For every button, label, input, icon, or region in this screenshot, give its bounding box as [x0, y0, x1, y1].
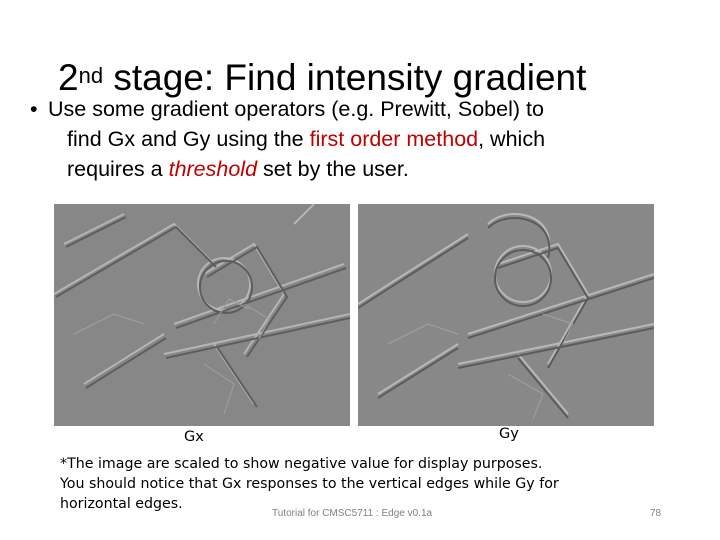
bullet-line-2-tail: , which [478, 127, 546, 151]
highlight-threshold: threshold [168, 157, 258, 181]
title-prefix: 2 [58, 57, 79, 98]
bullet-line-2 [30, 124, 680, 154]
gx-caption: Gx [184, 429, 204, 445]
highlight-first-order-method: first order method [309, 127, 479, 151]
gy-edge-image-graphic [358, 204, 654, 426]
title-superscript: nd [78, 63, 104, 88]
bullet-line-3-tail: set by the user. [257, 157, 409, 181]
bullet-point [30, 94, 680, 184]
display-note [60, 454, 710, 514]
note-line-3: horizontal edges. [60, 496, 183, 512]
slide-footer: Tutorial for CMSC5711 : Edge v0.1a [272, 508, 433, 519]
bullet-line-2-text: find Gx and Gy using the [67, 127, 310, 151]
gy-caption: Gy [499, 426, 519, 442]
gy-edge-image [358, 204, 654, 426]
note-line-1: *The image are scaled to show negative value for display purposes. [60, 456, 543, 472]
bullet-line-3 [30, 154, 680, 184]
bullet-line-3-text: requires a [67, 157, 169, 181]
bullet-dot-icon: • [30, 97, 38, 121]
title-rest: stage: Find intensity gradient [103, 57, 587, 98]
note-line-2: You should notice that Gx responses to the vertical edges while Gy for [60, 476, 559, 492]
page-number: 78 [650, 508, 662, 519]
gx-edge-image [54, 204, 350, 426]
bullet-line-1: Use some gradient operators (e.g. Prewitt, Sobel) to [48, 97, 544, 121]
gx-edge-image-graphic [54, 204, 350, 426]
